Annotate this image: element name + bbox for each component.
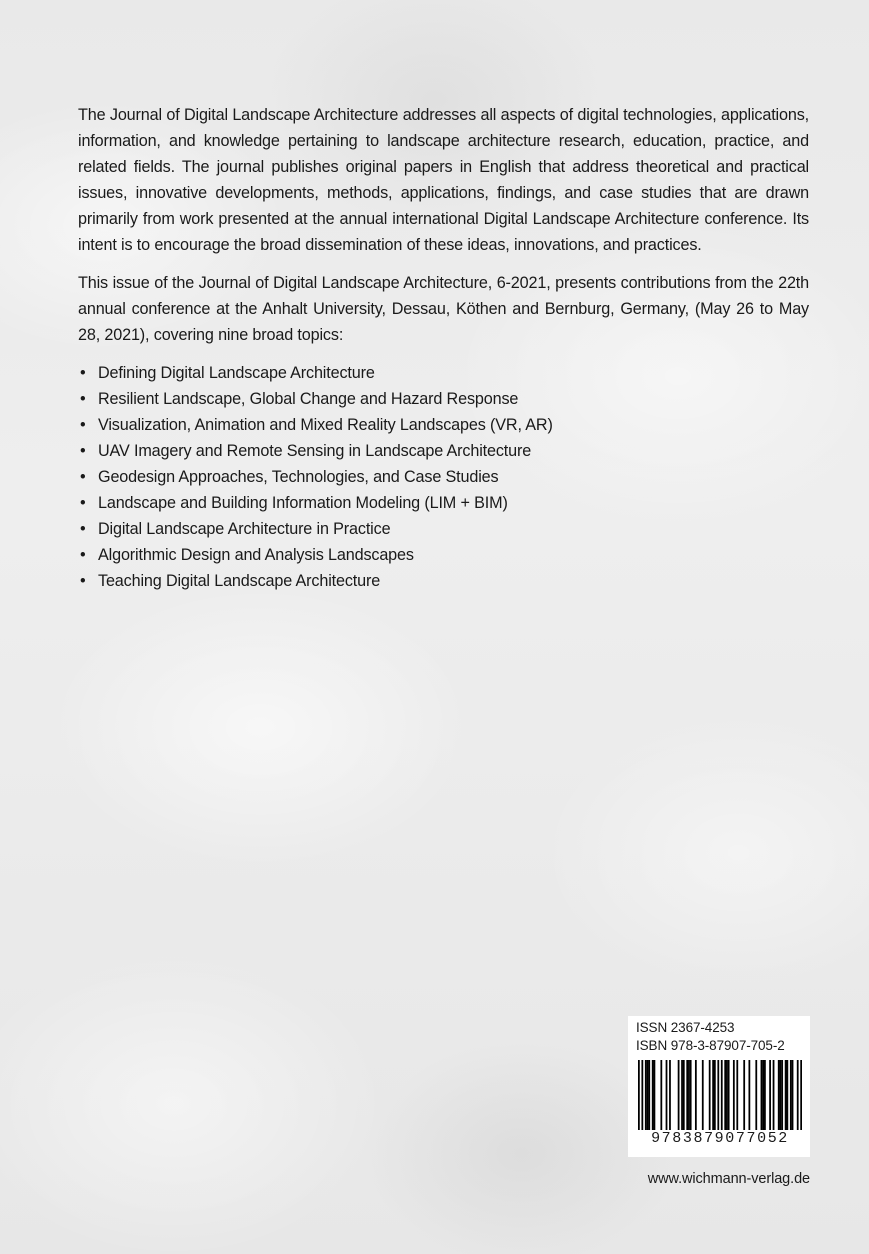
topic-item [78, 386, 809, 412]
barcode-bar [755, 1060, 757, 1132]
barcode-bar [800, 1060, 802, 1132]
bullet-icon: • [80, 546, 86, 564]
barcode-digits: 9783879077052 [638, 1130, 802, 1148]
topic-item [78, 464, 809, 490]
issue-description-paragraph: This issue of the Journal of Digital Landscape Architecture, 6-2021, presents contributions from the 22th annual conference at the Anhalt University, Dessau, Köthen and Bernburg, Germany, (May 26 to May 28, 2021), covering nine broad topics: [78, 274, 809, 344]
topic-label: Digital Landscape Architecture in Practice [98, 520, 391, 538]
barcode-bar [714, 1060, 716, 1132]
topic-item [78, 490, 809, 516]
barcode-bar [652, 1060, 654, 1132]
bullet-icon: • [80, 442, 86, 460]
topic-label: Algorithmic Design and Analysis Landscapes [98, 546, 414, 564]
barcode-bar [721, 1060, 723, 1132]
barcode-bar [669, 1060, 671, 1132]
barcode-bar [773, 1060, 775, 1132]
barcode-bar [743, 1060, 745, 1132]
barcode-bar [648, 1060, 650, 1132]
barcode-bar [666, 1060, 668, 1132]
topic-label: Landscape and Building Information Modeling (LIM + BIM) [98, 494, 508, 512]
barcode-bar [695, 1060, 697, 1132]
topic-label: Resilient Landscape, Global Change and Hazard Response [98, 390, 519, 408]
journal-description-paragraph: The Journal of Digital Landscape Architecture addresses all aspects of digital technologies, applications, information, and knowledge pertaining to landscape architecture research, education, practice, and related fields. The journal publishes original papers in English that address theoretical and practical issues, innovative developments, methods, applications, findings, and case studies that are drawn primarily from work presented at the annual international Digital Landscape Architecture conference. Its intent is to encourage the broad dissemination of these ideas, innovations, and practices. [78, 106, 809, 254]
barcode-bar [736, 1060, 738, 1132]
barcode-bar [781, 1060, 783, 1132]
barcode-bar [688, 1060, 690, 1132]
barcode-bar [786, 1060, 788, 1132]
barcode-bar [780, 1060, 782, 1132]
barcode-bar [712, 1060, 714, 1132]
barcode-bar [748, 1060, 750, 1132]
barcode-bar [792, 1060, 794, 1132]
barcode-bar [717, 1060, 719, 1132]
topic-item [78, 438, 809, 464]
barcode-bar [654, 1060, 656, 1132]
publisher-website: www.wichmann-verlag.de [647, 1171, 810, 1187]
topic-item [78, 516, 809, 542]
isbn-number: ISBN 978-3-87907-705-2 [636, 1038, 785, 1053]
barcode-bar [724, 1060, 726, 1132]
barcode-bar [678, 1060, 680, 1132]
barcode-bar [778, 1060, 780, 1132]
barcode-bar [702, 1060, 704, 1132]
barcode-bar [683, 1060, 685, 1132]
barcode-bar [797, 1060, 799, 1132]
barcode-bar [641, 1060, 643, 1132]
barcode-bar [728, 1060, 730, 1132]
barcode-bar [681, 1060, 683, 1132]
bullet-icon: • [80, 416, 86, 434]
barcode-bar [686, 1060, 688, 1132]
topic-label: Teaching Digital Landscape Architecture [98, 572, 381, 590]
issn-number: ISSN 2367-4253 [636, 1020, 735, 1035]
topic-item [78, 568, 809, 594]
topic-item [78, 360, 809, 386]
barcode-bar [764, 1060, 766, 1132]
isbn-barcode-box [628, 1016, 810, 1157]
bullet-icon: • [80, 390, 86, 408]
barcode-bar [709, 1060, 711, 1132]
topic-label: Defining Digital Landscape Architecture [98, 364, 375, 382]
barcode-bar [660, 1060, 662, 1132]
barcode-bar [785, 1060, 787, 1132]
barcode-bar [762, 1060, 764, 1132]
barcode-bar [790, 1060, 792, 1132]
bullet-icon: • [80, 468, 86, 486]
bullet-icon: • [80, 520, 86, 538]
bullet-icon: • [80, 364, 86, 382]
barcode [638, 1060, 802, 1146]
topic-item [78, 412, 809, 438]
barcode-bar [690, 1060, 692, 1132]
barcode-bar [733, 1060, 735, 1132]
barcode-bar [638, 1060, 640, 1132]
barcode-bar [769, 1060, 771, 1132]
topic-label: UAV Imagery and Remote Sensing in Landscape Architecture [98, 442, 532, 460]
bullet-icon: • [80, 494, 86, 512]
topics-list [78, 360, 809, 594]
back-cover-text [78, 102, 809, 594]
barcode-bars-icon [638, 1060, 802, 1132]
topic-item [78, 542, 809, 568]
barcode-bar [645, 1060, 647, 1132]
barcode-bar [726, 1060, 728, 1132]
barcode-bar [647, 1060, 649, 1132]
bullet-icon: • [80, 572, 86, 590]
topic-label: Geodesign Approaches, Technologies, and Case Studies [98, 468, 499, 486]
barcode-bar [761, 1060, 763, 1132]
topic-label: Visualization, Animation and Mixed Reality Landscapes (VR, AR) [98, 416, 553, 434]
